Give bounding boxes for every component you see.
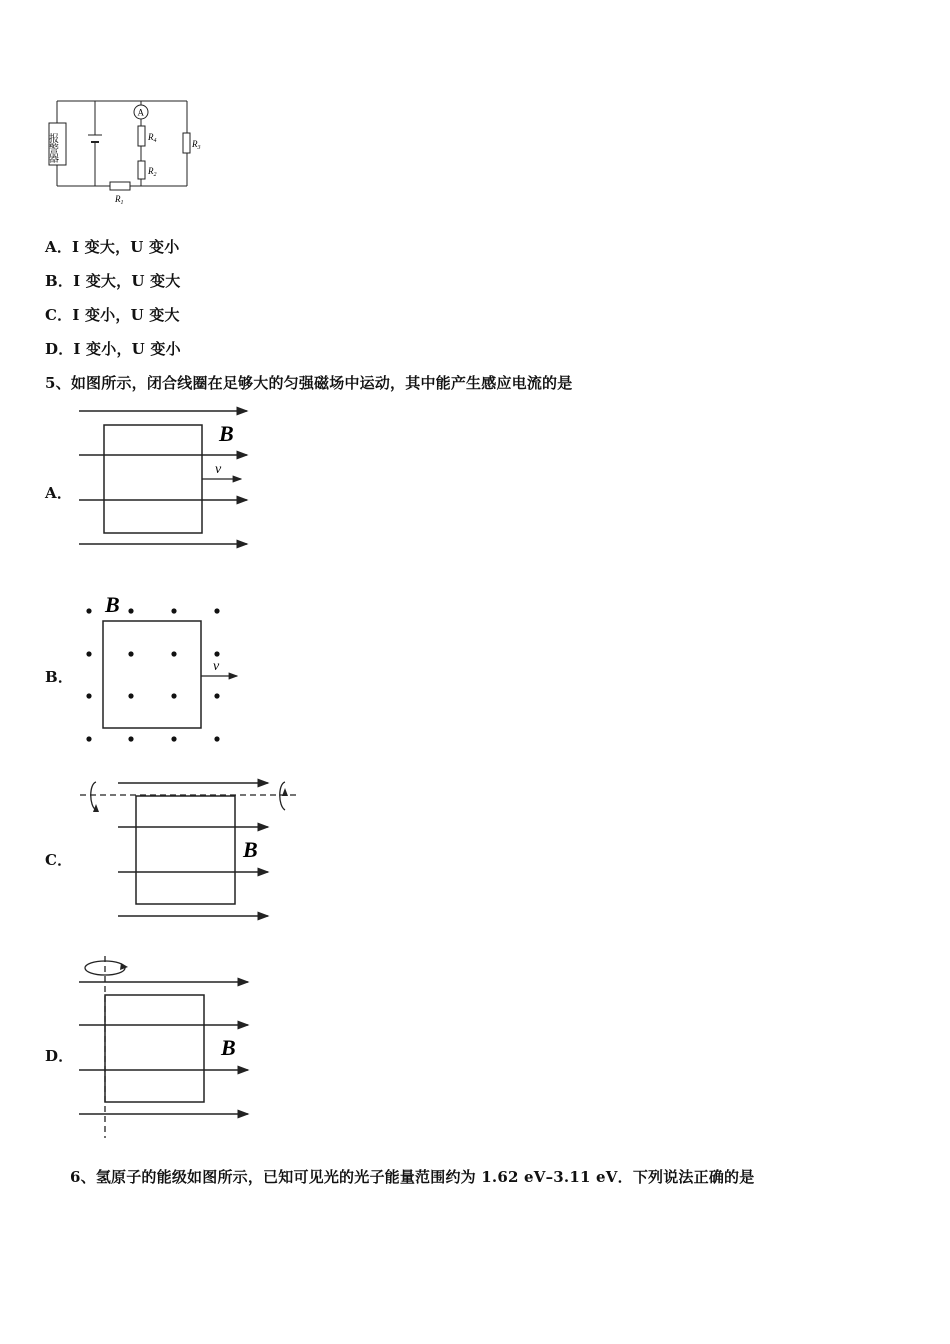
figure-d-svg [75, 952, 260, 1142]
option-text: I 变大，U 变小 [72, 238, 180, 256]
q5-figure-c [75, 770, 305, 925]
figure-c-svg [75, 770, 305, 925]
r3-label: $R_3$ [192, 139, 201, 151]
coil-loop [105, 995, 204, 1102]
resistor-r3 [183, 133, 190, 153]
q5-option-c-letter: C． [45, 851, 73, 869]
option-text: I 变小，U 变大 [72, 306, 180, 324]
option-letter: C． [45, 306, 73, 324]
field-dots [86, 608, 219, 741]
resistor-r2 [138, 161, 145, 179]
q4-option-b [45, 270, 180, 291]
circuit-svg [44, 95, 214, 210]
figure-b-svg [75, 590, 255, 750]
option-text: I 变大，U 变大 [73, 272, 181, 290]
coil-loop [104, 425, 202, 533]
q4-option-c [45, 304, 180, 325]
field-label: B [221, 1035, 236, 1060]
q5-option-a-letter: A． [45, 484, 73, 502]
q4-option-d [45, 338, 181, 359]
coil-loop [136, 796, 235, 904]
q5-figure-b [75, 590, 255, 750]
velocity-label: v [215, 462, 222, 477]
option-letter: D． [45, 340, 74, 358]
figure-a-svg [75, 403, 255, 553]
field-label: B [243, 837, 258, 862]
q5-figure-d [75, 952, 260, 1142]
alarm-label: 报警器 [46, 133, 58, 163]
option-letter: A． [45, 238, 73, 256]
option-letter: B． [45, 272, 74, 290]
r1-label: $R_1$ [115, 194, 124, 206]
coil-loop [103, 621, 201, 728]
velocity-label: v [213, 659, 220, 674]
r2-label: $R_2$ [148, 166, 157, 178]
q6-stem: 6、氢原子的能级如图所示，已知可见光的光子能量范围约为 1.62 eV–3.11 eV．下列说法正确的是 [70, 1168, 755, 1186]
ammeter-label: A [137, 107, 144, 118]
q5-figure-a [75, 403, 255, 553]
resistor-r4 [138, 126, 145, 146]
option-text: I 变小，U 变小 [73, 340, 181, 358]
field-label: B [219, 421, 234, 446]
r4-label: $R_4$ [148, 132, 157, 144]
q5-option-d-letter: D． [45, 1047, 74, 1065]
q5-option-b-letter: B． [45, 668, 74, 686]
rotation-arrow-left-icon [91, 782, 96, 810]
field-label: B [105, 592, 120, 617]
resistor-r1 [110, 182, 130, 190]
circuit-diagram [44, 95, 214, 210]
q4-option-a [45, 236, 179, 257]
q5-stem: 5、如图所示，闭合线圈在足够大的匀强磁场中运动，其中能产生感应电流的是 [45, 374, 573, 392]
